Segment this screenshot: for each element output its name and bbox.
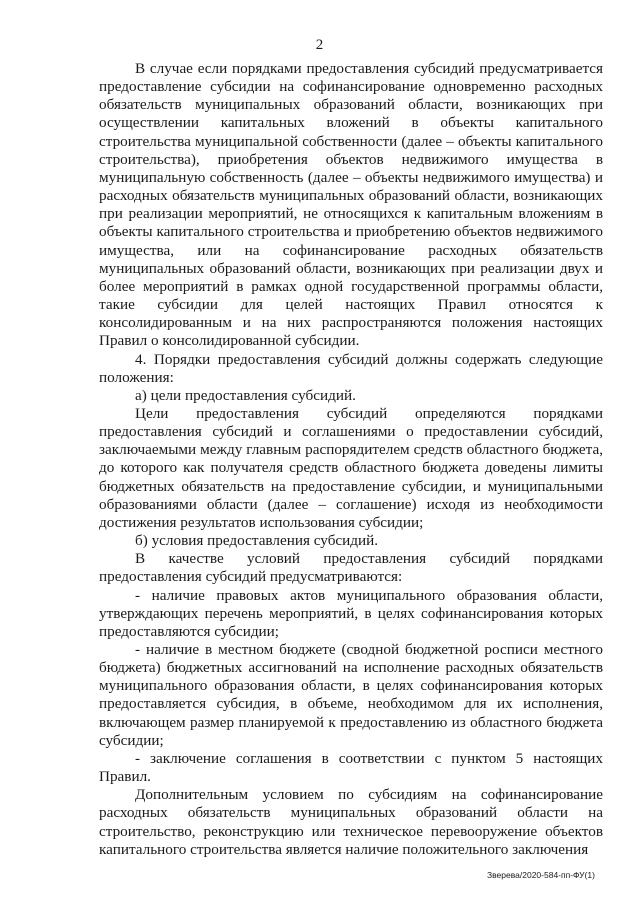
document-body — [99, 60, 603, 859]
paragraph-condition-agreement: - заключение соглашения в соответствии с пунктом 5 настоящих Правил. — [99, 749, 603, 786]
paragraph-item-a: а) цели предоставления субсидий. — [135, 386, 356, 404]
paragraph-consolidated-subsidy: В случае если порядками предоставления субсидий предусматривается предоставление субсидии на софинансирование одновременно расходных обязательств муниципальных образований области, возникающих при осуществлении капитальных вложений в объекты капитального строительства муниципальной собственности (далее – объекты капитального строительства), приобретения объектов недвижимого имущества в муниципальную собственность (далее – объекты недвижимого имущества) и расходных обязательств муниципальных образований области, возникающих при реализации мероприятий, не относящихся к капитальным вложениям в объекты капитального строительства и приобретению объектов недвижимого имущества, или на софинансирование расходных обязательств муниципальных образований области, возникающих при реализации двух и более мероприятий в рамках одной государственной программы области, такие субсидии для целей настоящих Правил относятся к консолидированным и на них распространяются положения настоящих Правил о консолидированной субсидии. — [99, 60, 603, 350]
paragraph-additional-condition: Дополнительным условием по субсидиям на софинансирование расходных обязательств муниципальных образований области на строительство, реконструкцию или техническое перевооружение объектов капитального строительства является наличие положительного заключения — [99, 786, 603, 858]
paragraph-goals: Цели предоставления субсидий определяются порядками предоставления субсидий и соглашениями о предоставлении субсидий, заключаемыми между главным распорядителем средств областного бюджета, до которого как получателя средств областного бюджета доведены лимиты бюджетных обязательств на предоставление субсидии, и муниципальными образованиями области (далее – соглашение) исходя из необходимости достижения результатов использования субсидии; — [99, 404, 603, 531]
paragraph-item-4: 4. Порядки предоставления субсидий должны содержать следующие положения: — [99, 350, 603, 386]
footer-document-code: Зверева/2020-584-пп-ФУ(1) — [487, 870, 595, 880]
paragraph-item-b: б) условия предоставления субсидий. — [135, 532, 379, 550]
page-number: 2 — [315, 37, 324, 53]
paragraph-conditions-intro: В качестве условий предоставления субсидий порядками предоставления субсидий предусматриваются: — [99, 550, 603, 586]
paragraph-condition-legal-acts: - наличие правовых актов муниципального образования области, утверждающих перечень мероприятий, в целях софинансирования которых предоставляются субсидии; — [99, 586, 603, 640]
paragraph-condition-budget: - наличие в местном бюджете (сводной бюджетной росписи местного бюджета) бюджетных ассигнований на исполнение расходных обязательств муниципального образования области, в целях софинансирования которых предоставляется субсидия, в объеме, необходимом для их исполнения, включающем размер планируемой к предоставлению из областного бюджета субсидии; — [99, 641, 603, 749]
